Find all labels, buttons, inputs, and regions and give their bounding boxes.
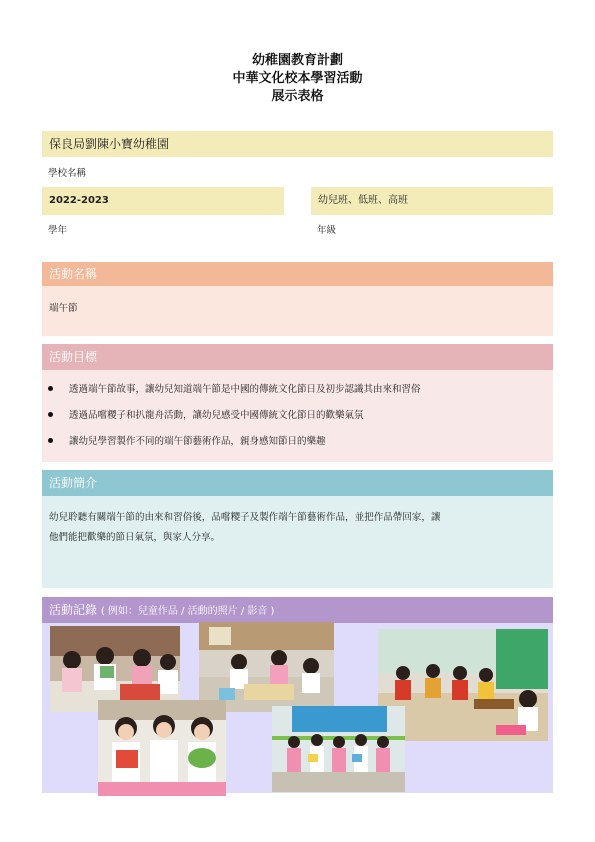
bullet-icon (48, 386, 53, 391)
bullet-icon (48, 438, 53, 443)
records-heading-title: 活動記錄 (49, 603, 98, 617)
school-name-field: 保良局劉陳小寶幼稚園 (42, 131, 553, 157)
objectives-heading: 活動目標 (42, 344, 553, 370)
intro-text-line-1: 幼兒聆聽有關端午節的由來和習俗後，品嚐糭子及製作端午節藝術作品，並把作品帶回家，讓 (49, 512, 441, 523)
page-title-line-1: 幼稚園教育計劃 (251, 53, 343, 68)
photo-classroom-tables (199, 622, 334, 712)
objective-text: 讓幼兒學習製作不同的端午節藝術作品，親身感知節日的樂趣 (69, 436, 326, 447)
objective-item (48, 433, 326, 447)
grade-field: 幼兒班、低班、高班 (311, 187, 553, 215)
page-title-line-2: 中華文化校本學習活動 (232, 71, 363, 86)
school-year-field: 2022-2023 (42, 187, 284, 215)
intro-heading: 活動簡介 (42, 470, 553, 496)
photo-group-with-artworks (272, 706, 405, 792)
records-heading-note: ( 例如：兒童作品 / 活動的照片 / 影音 ) (100, 606, 275, 617)
activity-name-value: 端午節 (49, 303, 78, 314)
objective-item (48, 381, 421, 395)
school-year-label: 學年 (48, 225, 68, 236)
intro-body (42, 496, 553, 588)
grade-label: 年級 (317, 225, 337, 236)
records-heading (42, 597, 553, 623)
activity-name-body (42, 286, 553, 336)
school-name-label: 學校名稱 (48, 168, 87, 179)
bullet-icon (48, 412, 53, 417)
intro-text-line-2: 他們能把歡樂的節日氣氛，與家人分享。 (49, 532, 221, 543)
page-title-line-3: 展示表格 (271, 89, 324, 104)
activity-name-heading: 活動名稱 (42, 262, 553, 286)
photo-children-holding-art (98, 700, 226, 796)
objective-text: 透過端午節故事，讓幼兒知道端午節是中國的傳統文化節日及初步認識其由來和習俗 (69, 384, 421, 395)
objective-text: 透過品嚐糭子和扒龍舟活動，讓幼兒感受中國傳統文化節日的歡樂氣氛 (69, 410, 364, 421)
objective-item (48, 407, 364, 421)
